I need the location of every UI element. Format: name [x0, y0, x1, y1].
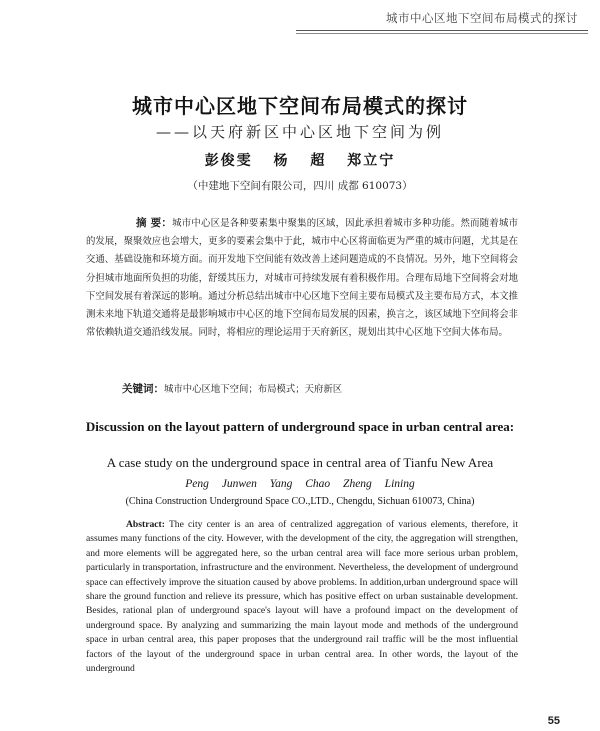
- cn-keywords-text: 城市中心区地下空间；布局模式；天府新区: [164, 384, 343, 395]
- en-authors: Peng Junwen Yang Chao Zheng Lining: [185, 478, 415, 490]
- en-subtitle: A case study on the underground space in central area of Tianfu New Area: [106, 455, 494, 470]
- en-abstract: [86, 518, 518, 676]
- en-title: Discussion on the layout pattern of underground space in urban central area:: [85, 419, 515, 434]
- cn-abstract-text: 城市中心区是各种要素集中聚集的区域，因此承担着城市多种功能。然而随着城市的发展，聚聚效应也会增大，更多的要素会集中于此，城市中心区将面临更为严重的城市问题，尤其是在交通、基础设施和环境方面。而开发地下空间能有效改善上述问题造成的不良情况。另外，地下空间将会分担城市地面所负担的功能，舒缓其压力，对城市可持续发展有着积极作用。合理布局地下空间将会对地下空间发展有着深远的影响。通过分析总结出城市中心区地下空间主要布局模式及主要布局方式，本文推测未来地下轨道交通将是最影响城市中心区的地下空间布局发展的因素，换言之，该区域地下空间将会非常依赖轨道交通沿线发展。同时，将相应的理论运用于天府新区，规划出其中心区地下空间大体布局。: [86, 218, 518, 339]
- page-number: 55: [547, 715, 560, 727]
- cn-subtitle: ——以天府新区中心区地下空间为例: [155, 123, 444, 141]
- en-abstract-label: Abstract:: [126, 519, 165, 530]
- cn-affiliation: （中建地下空间有限公司，四川 成都 610073）: [187, 180, 413, 192]
- cn-abstract: [86, 214, 518, 342]
- cn-abstract-label: 摘 要：: [136, 217, 173, 229]
- en-abstract-text: The city center is an area of centralized aggregation of various elements, therefore, it assumes many functions of the city. However, with the development of the city, the aggregation will strengthen, and more elements will be aggregated here, so the urban central area will face more serious urban problem, particularly in transportation, infrastructure and the environment. Nevertheless, the development of underground space can effectively improve the situation caused by above problems. In addition,urban underground space will share the ground function and relieve its pressure, which has positive effect on urban sustainable development. Besides, rational plan of underground space's layout will have a profound impact on the development of underground space. By analyzing and summarizing the main layout mode and methods of the underground space in urban central area, this paper proposes that the underground rail traffic will be the most influential factors of the layout of the underground space in urban central area. In other words, the layout of the underground: [86, 519, 518, 675]
- en-affiliation: (China Construction Underground Space CO.,LTD., Chengdu, Sichuan 610073, China): [125, 496, 475, 507]
- header-rule-secondary: [296, 33, 588, 34]
- cn-authors: 彭俊雯 杨 超 郑立宁: [204, 153, 396, 169]
- cn-keywords-label: 关键词：: [122, 383, 164, 395]
- cn-title: 城市中心区地下空间布局模式的探讨: [132, 94, 468, 118]
- header-rule: [296, 30, 588, 31]
- running-head: 城市中心区地下空间布局模式的探讨: [386, 11, 578, 25]
- cn-keywords: [86, 381, 518, 398]
